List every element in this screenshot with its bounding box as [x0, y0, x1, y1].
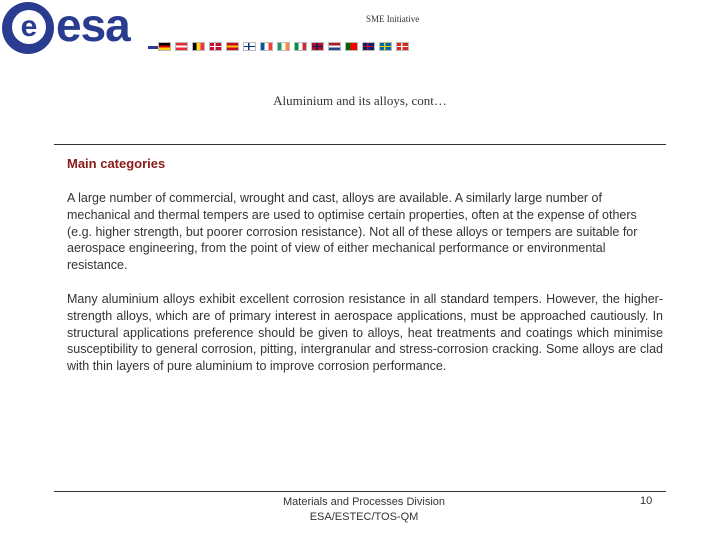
flag-italy-icon: [294, 42, 307, 51]
flag-spain-icon: [226, 42, 239, 51]
flag-belgium-icon: [192, 42, 205, 51]
flag-switzerland-icon: [396, 42, 409, 51]
member-state-flags: [158, 42, 409, 51]
esa-logo-mark: [2, 2, 54, 54]
esa-logo: [0, 0, 160, 58]
flag-denmark-icon: [209, 42, 222, 51]
initiative-label: SME Initiative: [366, 14, 420, 24]
flag-austria-icon: [175, 42, 188, 51]
section-title: Main categories: [67, 156, 166, 171]
slide-title: Aluminium and its alloys, cont…: [273, 93, 447, 108]
flag-uk-icon: [362, 42, 375, 51]
footer: [264, 495, 464, 525]
footer-department: ESA/ESTEC/TOS-QM: [309, 511, 419, 523]
bottom-divider: [54, 491, 666, 492]
flag-portugal-icon: [345, 42, 358, 51]
page-number: 10: [640, 495, 653, 507]
flag-finland-icon: [243, 42, 256, 51]
flag-netherlands-icon: [328, 42, 341, 51]
flag-germany-icon: [158, 42, 171, 51]
flag-sweden-icon: [379, 42, 392, 51]
footer-division: Materials and Processes Division: [282, 496, 445, 508]
flag-france-icon: [260, 42, 273, 51]
esa-logo-mark-letter: e: [12, 10, 46, 44]
flag-ireland-icon: [277, 42, 290, 51]
paragraph-2: Many aluminium alloys exhibit excellent corrosion resistance in all standard tempers. However, the higher-strength alloys, which are of primary interest in aerospace applications, must be approached cautiously. In structural applications preference should be given to alloys, heat treatments and coatings which minimise susceptibility to general corrosion, pitting, intergranular and stress-corrosion cracking. Some alloys are clad with thin layers of pure aluminium to improve corrosion performance.: [67, 292, 663, 374]
esa-logo-text: esa: [56, 0, 130, 51]
paragraph-1: A large number of commercial, wrought and cast, alloys are available. A similarly large number of mechanical and thermal tempers are used to optimise certain properties, often at the expense of others (e.g. higher strength, but poorer corrosion resistance). Not all of these alloys or tempers are suitable for aerospace engineering, from the point of view of either mechanical performance or environmental resistance.: [67, 191, 638, 273]
top-divider: [54, 144, 666, 145]
flag-norway-icon: [311, 42, 324, 51]
